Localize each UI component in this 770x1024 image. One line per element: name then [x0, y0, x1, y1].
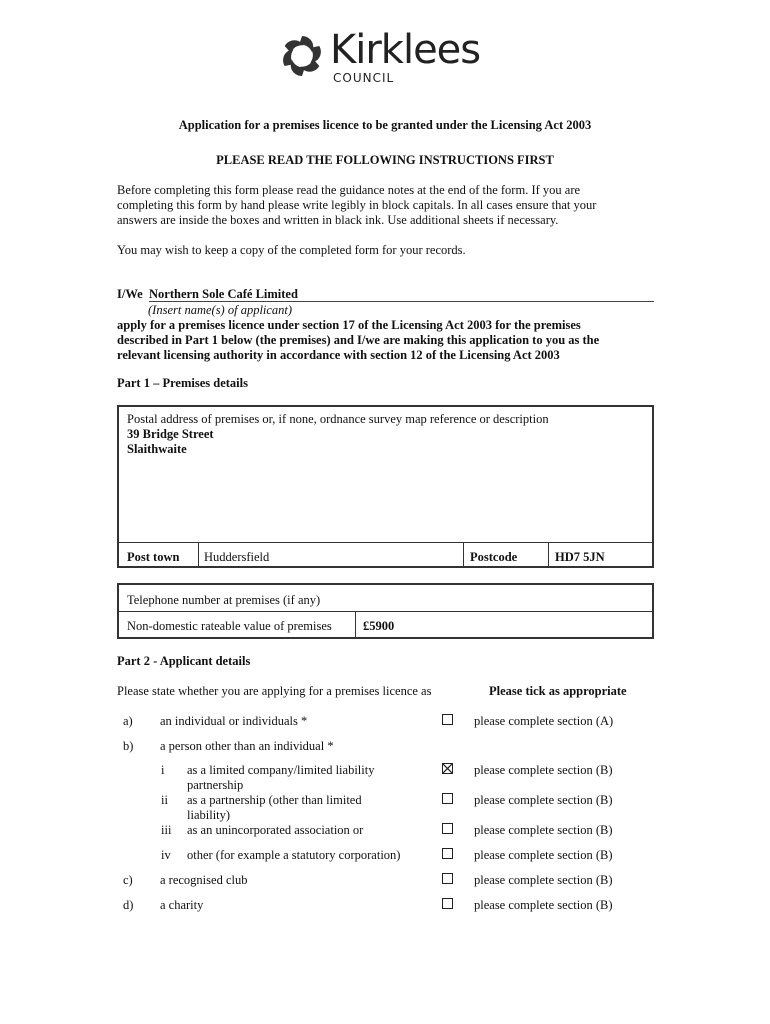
applicant-prefix: I/We: [117, 287, 143, 301]
option-text-line: liability): [187, 808, 231, 822]
option-marker: a): [123, 714, 133, 728]
checked-cross-icon: [443, 764, 452, 773]
divider: [119, 611, 652, 612]
checkbox-other[interactable]: [442, 848, 453, 859]
applicant-name-value: Northern Sole Café Limited: [149, 287, 298, 301]
option-marker: iii: [161, 823, 172, 837]
option-text: a charity: [160, 898, 204, 912]
address-label: Postal address of premises or, if none, ordnance survey map reference or description: [127, 412, 549, 426]
postcode-field[interactable]: [549, 547, 649, 568]
rateable-value: £5900: [363, 619, 395, 633]
option-marker: ii: [161, 793, 168, 807]
postcode-label: Postcode: [470, 550, 518, 564]
intro-paragraph: [117, 183, 657, 228]
option-marker: d): [123, 898, 134, 912]
divider: [355, 611, 356, 637]
option-marker: i: [161, 763, 165, 777]
option-text: [187, 763, 374, 793]
statement-line: apply for a premises licence under section 17 of the Licensing Act 2003 for the premises: [117, 318, 581, 332]
applicant-name-field[interactable]: [149, 285, 654, 302]
checkbox-unincorporated-association[interactable]: [442, 823, 453, 834]
records-note: You may wish to keep a copy of the completed form for your records.: [117, 243, 466, 257]
option-text: [187, 793, 362, 823]
telephone-label: Telephone number at premises (if any): [127, 593, 321, 607]
rateable-label: Non-domestic rateable value of premises: [127, 619, 332, 633]
post-town-label: Post town: [127, 550, 180, 564]
premises-address-box: [117, 405, 654, 568]
applicant-type-question: Please state whether you are applying for a premises licence as: [117, 684, 432, 698]
part1-heading: Part 1 – Premises details: [117, 376, 248, 390]
tick-heading: Please tick as appropriate: [489, 684, 627, 698]
address-line: 39 Bridge Street: [127, 427, 214, 441]
logo-subtitle: COUNCIL: [333, 71, 395, 85]
intro-line: completing this form by hand please write legibly in block capitals. In all cases ensure that your: [117, 198, 597, 212]
option-marker: b): [123, 739, 134, 753]
rateable-field[interactable]: [357, 616, 647, 637]
post-town-field[interactable]: [198, 547, 463, 568]
option-text: as an unincorporated association or: [187, 823, 364, 837]
kirklees-logo-icon: [278, 32, 326, 80]
option-action: please complete section (A): [474, 714, 614, 728]
post-town-value: Huddersfield: [204, 550, 270, 564]
telephone-field[interactable]: [121, 590, 651, 611]
intro-line: Before completing this form please read the guidance notes at the end of the form. If you are: [117, 183, 581, 197]
option-text-line: partnership: [187, 778, 244, 792]
checkbox-recognised-club[interactable]: [442, 873, 453, 884]
option-action: please complete section (B): [474, 793, 613, 807]
telephone-rateable-box: [117, 583, 654, 639]
option-marker: iv: [161, 848, 171, 862]
option-action: please complete section (B): [474, 873, 613, 887]
checkbox-partnership[interactable]: [442, 793, 453, 804]
instructions-heading: PLEASE READ THE FOLLOWING INSTRUCTIONS FIRST: [216, 153, 554, 167]
applicant-statement: [117, 318, 657, 363]
checkbox-individual[interactable]: [442, 714, 453, 725]
form-title: Application for a premises licence to be granted under the Licensing Act 2003: [178, 118, 592, 132]
checkbox-limited-company[interactable]: [442, 763, 453, 774]
option-text: a person other than an individual *: [160, 739, 334, 753]
part2-heading: Part 2 - Applicant details: [117, 654, 251, 668]
option-text-line: as a partnership (other than limited: [187, 793, 362, 807]
address-field[interactable]: [121, 409, 651, 460]
statement-line: described in Part 1 below (the premises) and I/we are making this application to you as the: [117, 333, 600, 347]
option-text-line: as a limited company/limited liability: [187, 763, 375, 777]
option-text: a recognised club: [160, 873, 248, 887]
option-marker: c): [123, 873, 133, 887]
checkbox-charity[interactable]: [442, 898, 453, 909]
address-line: Slaithwaite: [127, 442, 187, 456]
option-text: an individual or individuals *: [160, 714, 308, 728]
option-action: please complete section (B): [474, 898, 613, 912]
postcode-value: HD7 5JN: [555, 550, 605, 564]
logo-wordmark: Kirklees: [330, 27, 481, 73]
option-action: please complete section (B): [474, 823, 613, 837]
option-action: please complete section (B): [474, 848, 613, 862]
applicant-name-hint: (Insert name(s) of applicant): [148, 303, 293, 317]
option-text: other (for example a statutory corporation): [187, 848, 401, 862]
intro-line: answers are inside the boxes and written in black ink. Use additional sheets if necessary.: [117, 213, 559, 227]
option-action: please complete section (B): [474, 763, 613, 777]
statement-line: relevant licensing authority in accordance with section 12 of the Licensing Act 2003: [117, 348, 560, 362]
